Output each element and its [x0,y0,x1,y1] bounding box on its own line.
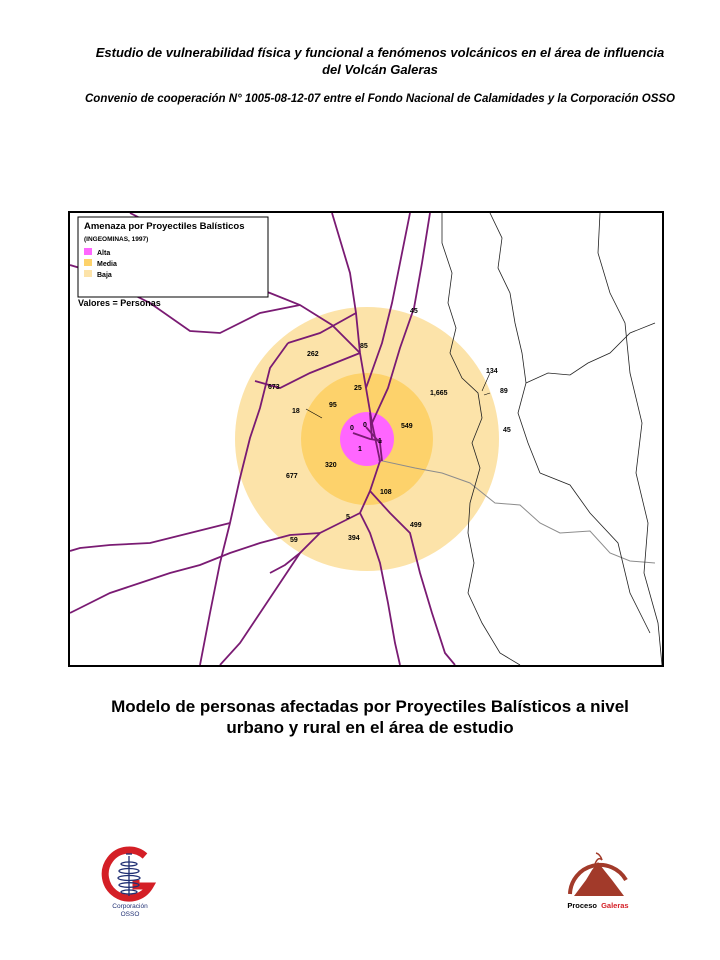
caption-line2: urbano y rural en el área de estudio [226,718,514,737]
galeras-logo-word1: Proceso [567,901,597,910]
map-label: 320 [325,462,337,469]
map-label: 45 [503,427,511,434]
figure-caption [90,696,650,738]
map-label: 89 [500,388,508,395]
map-label: 1 [358,446,362,453]
legend-title: Amenaza por Proyectiles Balísticos [84,221,245,232]
caption-line1: Modelo de personas afectadas por Proyectiles Balísticos a nivel [111,697,629,716]
map-canvas [70,213,662,665]
galeras-logo-word2: Galeras [601,901,629,910]
map-label: 45 [410,308,418,315]
map-label: 25 [354,385,362,392]
legend-label-media: Media [97,261,117,268]
svg-text:Proceso Galeras [567,901,628,910]
map-label: 95 [329,402,337,409]
map-label: 1 [378,438,382,445]
header-agreement: Convenio de cooperación N° 1005-08-12-07 entre el Fondo Nacional de Calamidades y la Corporación OSSO [85,93,675,105]
map-label: 394 [348,535,360,542]
map-label: 1,665 [430,390,448,397]
header-title-line2: del Volcán Galeras [322,62,438,77]
map-label: 262 [307,351,319,358]
legend-swatch-baja [84,270,92,277]
legend-label-alta: Alta [97,250,111,257]
map-label: 59 [290,537,298,544]
map-label: 549 [401,423,413,430]
map-legend [78,217,268,297]
map-label: 673 [268,384,280,391]
hazard-map [68,211,664,667]
map-label: 677 [286,473,298,480]
map-label: 5 [346,514,350,521]
map-label: 0 [350,425,354,432]
map-label: 0 [363,422,367,429]
map-label: 499 [410,522,422,529]
proceso-galeras-logo [562,850,634,914]
osso-logo [100,846,160,920]
legend-swatch-media [84,259,92,266]
map-label: 134 [486,368,498,375]
map-label: 18 [292,408,300,415]
values-note: Valores = Personas [78,298,161,308]
map-label: 85 [360,343,368,350]
map-label: 108 [380,489,392,496]
zone-alta [340,412,394,466]
osso-logo-line2: OSSO [120,911,140,918]
legend-swatch-alta [84,248,92,255]
legend-label-baja: Baja [97,272,112,279]
osso-logo-line1: Corporación [112,903,148,910]
header-title-line1: Estudio de vulnerabilidad física y funcional a fenómenos volcánicos en el área de influencia [95,45,665,60]
legend-source: (INGEOMINAS, 1997) [84,236,149,243]
document-header [80,44,680,78]
